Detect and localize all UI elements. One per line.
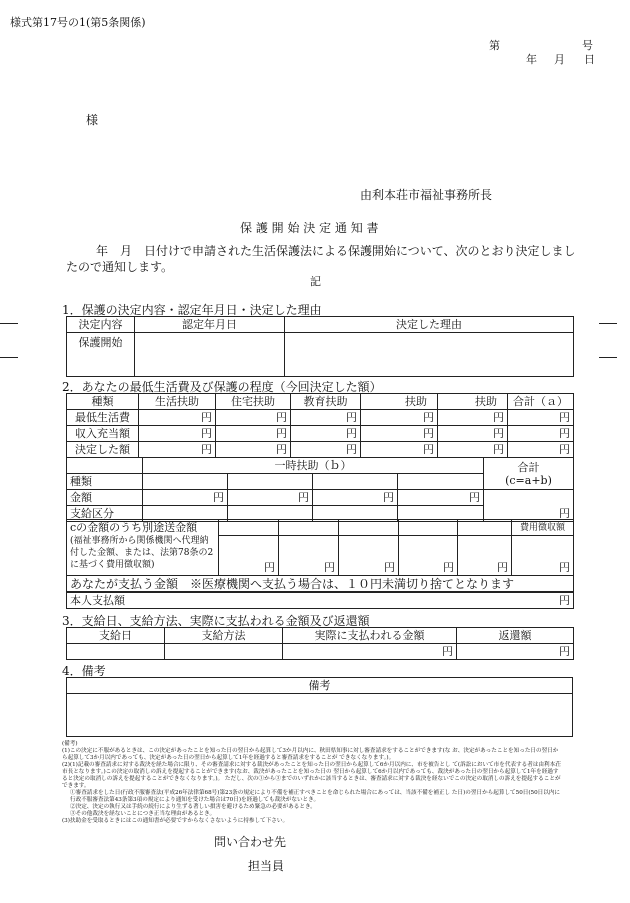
note-item: ①審査請求をした日(行政不服審査法(平成26年法律第68号)第23条の規定により不備を補正すべきことを命じられた場合にあっては、当該不備を補正し た日)の翌日から起算して50日(50日以内に行政不服審査法第43条第3項の規定により通知を受けた場合は70日)を経過しても裁決がないとき。 [70,790,561,803]
yen-cell: 円 [512,536,574,576]
value-decision-content: 保護開始 [67,333,135,377]
number-label-pre: 第 [489,39,500,52]
yen-cell: 円 [508,410,574,426]
temp-row-amount: 金額 [67,490,143,506]
temp-type-4 [398,474,484,490]
col-living-aid: 生活扶助 [139,394,216,410]
yen-cell: 円 [139,426,216,442]
intro-line-1: 年 月 日付けで申請された生活保護法による保護開始について、次のとおり決定しまし [96,244,576,258]
notes-title: (備考) [62,741,78,747]
yen-cell: 円 [438,410,508,426]
punch-tick-left-1 [0,323,18,324]
col-decision-reason: 決定した理由 [285,317,574,333]
note-item: (1)この決定に不服があるときは、この決定があったことを知った日の翌日から起算して3か月以内に、秋田県知事に対し審査請求をすることができます(な お、決定があったことを知った日の翌日から起算して3か月以内であっても、決定があった日の翌日から起算して1年を経過すると審査請求をすることが できなくなります。)。 [62,748,559,761]
punch-tick-right-2 [599,357,617,358]
form-number: 様式第17号の1(第5条関係) [10,16,146,29]
col-pay-date: 支給日 [67,628,165,644]
yen-cell: 円 [361,426,438,442]
punch-tick-left-2 [0,357,18,358]
temporary-aid-table [66,457,574,522]
person-label: 担当員 [248,859,285,873]
section2-heading: 2．あなたの最低生活費及び保護の程度（今回決定した額） [62,380,382,394]
remittance-table [66,519,574,592]
col-aid-b: 扶助 [438,394,508,410]
remarks-table [66,677,573,737]
yen-cell: 円 [339,536,399,576]
total-c-yen: 円 [484,490,574,522]
col-remarks: 備考 [67,678,573,694]
remarks-value [67,694,573,737]
payment-table [66,627,574,660]
col-education-aid: 教育扶助 [291,394,361,410]
note-item: (3)扶助金を受取るときにはこの通知書が必要ですからなくさないように持参して下さい。 [62,818,289,824]
note-item: (2)(1)記載の審査請求に対する裁決を経た場合に限り、その審査請求に対する裁決があったことを知った日の翌日から起算して6か月以内に、市を被告とし て(訴訟において市を代表する者は由利本荘市長となります。)この決定の取消しの訴えを提起することができます(なお、裁決があったことを知った日の 翌日から起算して6か月以内であっても、裁決があった日の翌日から起算して1年を経過すると決定の取消しの訴えを提起することができなくなります。)。 ただし、次の①から③までのいずれかに該当するときは、審査請求に対する裁決を経ないでこの決定の取消しの訴えを提起することができます。 [62,762,561,789]
yen-cell: 円 [508,442,574,458]
yen-cell: 円 [139,410,216,426]
col-type: 種類 [67,394,139,410]
fee-label: 費用徴収額 [512,520,574,536]
document-title: 保 護 開 始 決 定 通 知 書 [240,221,379,235]
issuer: 由利本荘市福祉事務所長 [360,188,493,202]
note-item: ③その他裁決を経ないことにつき正当な理由があるとき。 [70,811,216,817]
yen-cell: 円 [291,442,361,458]
ki-label: 記 [310,275,321,288]
temp-row-type: 種類 [67,474,143,490]
living-cost-table [66,393,574,458]
temp-row-category: 支給区分 [67,506,143,522]
total-c-label: 合計 [517,460,540,474]
col-housing-aid: 住宅扶助 [216,394,291,410]
col-approval-date: 認定年月日 [135,317,285,333]
col-aid-a: 扶助 [361,394,438,410]
yen-cell: 円 [458,536,512,576]
section4-heading: 4．備考 [62,664,106,678]
row-income [67,426,574,442]
contact-label: 問い合わせ先 [214,835,287,849]
section3-heading: 3．支給日、支給方法、実際に支払われる金額及び返還額 [62,614,370,628]
remit-head-3 [339,520,399,536]
yen-cell: 円 [228,490,313,506]
actual-amount-yen: 円 [283,644,457,660]
c-remit-note: (福祉事務所から関係機関へ代理納付した金額、または、法第78条の2に基づく費用徴収額) [70,536,214,570]
date-month: 月 [554,53,565,66]
pay-method-value [165,644,283,660]
yen-cell: 円 [399,536,458,576]
yen-cell: 円 [279,536,339,576]
value-approval-date [135,333,285,377]
yen-cell: 円 [398,490,484,506]
remit-head-2 [279,520,339,536]
decision-table [66,316,574,377]
yen-cell: 円 [143,490,228,506]
self-pay-yen: 円 [267,593,574,609]
temp-type-1 [143,474,228,490]
refund-yen: 円 [457,644,574,660]
yen-cell: 円 [361,410,438,426]
notes-block [62,741,562,825]
temp-type-3 [313,474,398,490]
yen-cell: 円 [216,442,291,458]
yen-cell: 円 [139,442,216,458]
col-total-a: 合計（ａ） [508,394,574,410]
yen-cell: 円 [313,490,398,506]
date-year: 年 [526,53,537,66]
temp-type-2 [228,474,313,490]
yen-cell: 円 [438,426,508,442]
row-label-income: 収入充当額 [67,426,139,442]
punch-tick-right-1 [599,323,617,324]
remit-head-5 [458,520,512,536]
yen-cell: 円 [438,442,508,458]
self-pay-label: 本人支払額 [67,593,267,609]
recipient-suffix: 様 [86,113,99,127]
total-c-formula: (c=a+b) [505,473,552,487]
intro-line-2: たので通知します。 [66,260,174,274]
total-c-cell [484,458,574,490]
value-decision-reason [285,333,574,377]
col-actual-amount: 実際に支払われる金額 [283,628,457,644]
row-label-decided: 決定した額 [67,442,139,458]
yen-cell: 円 [508,426,574,442]
col-pay-method: 支給方法 [165,628,283,644]
yen-cell: 円 [361,442,438,458]
yen-cell: 円 [291,426,361,442]
yen-cell: 円 [219,536,279,576]
row-min-cost [67,410,574,426]
remit-head-1 [219,520,279,536]
c-remit-cell [67,520,219,576]
row-label-min-cost: 最低生活費 [67,410,139,426]
self-pay-table [66,592,574,609]
row-decided [67,442,574,458]
col-decision-content: 決定内容 [67,317,135,333]
pay-date-value [67,644,165,660]
yen-cell: 円 [216,426,291,442]
date-day: 日 [584,53,595,66]
yen-cell: 円 [216,410,291,426]
blank-cell [67,458,143,474]
pay-note: あなたが支払う金額 ※医療機関へ支払う場合は、１０円未満切り捨てとなります [67,576,574,592]
yen-cell: 円 [291,410,361,426]
c-remit-label: cの金額のうち別途送金額 [70,521,198,534]
number-label-post: 号 [582,39,593,52]
temp-aid-heading: 一時扶助（ｂ） [143,458,484,474]
note-item: ②決定、決定の執行又は手続の続行により生ずる著しい損害を避けるため緊急の必要があるとき。 [70,804,316,810]
section1-heading: 1．保護の決定内容・認定年月日・決定した理由 [62,303,322,317]
col-refund: 返還額 [457,628,574,644]
remit-head-4 [399,520,458,536]
